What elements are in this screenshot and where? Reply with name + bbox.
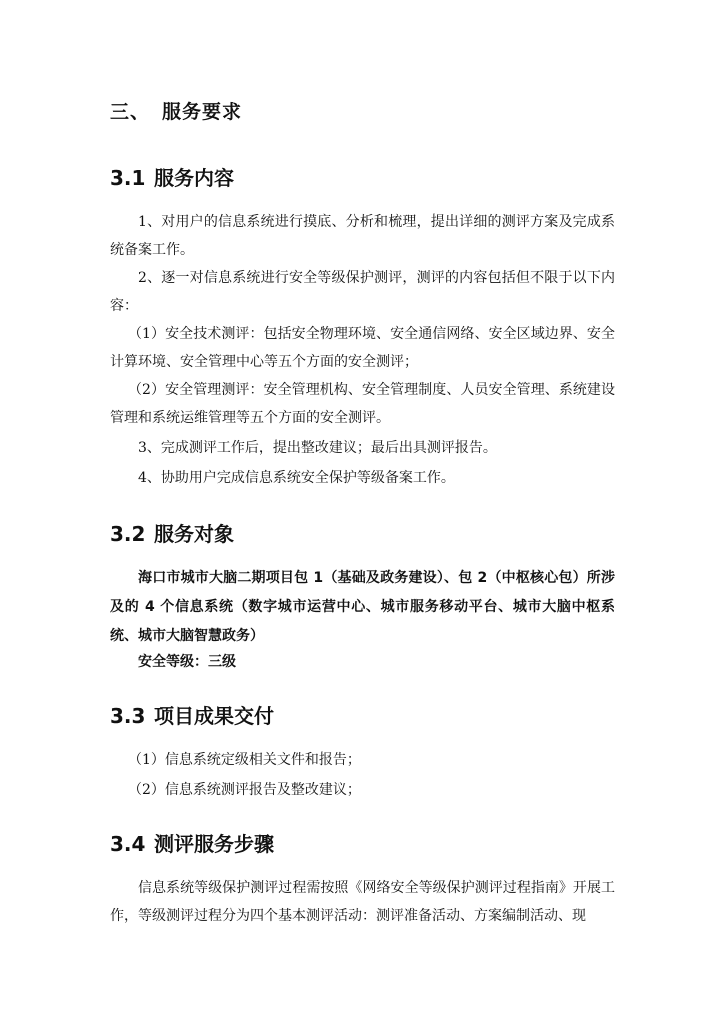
deliverable-item-1: （1）信息系统定级相关文件和报告； xyxy=(128,752,361,768)
heading-3-2 xyxy=(110,518,234,547)
paragraph-sub-1: （1）安全技术测评：包括安全物理环境、安全通信网络、安全区域边界、安全计算环境、安全管理中心等五个方面的安全测评； xyxy=(110,326,615,370)
heading-3-1 xyxy=(110,162,234,191)
service-target-description: 海口市城市大脑二期项目包 1（基础及政务建设）、包 2（中枢核心包）所涉及的 4 个信息系统（数字城市运营中心、城市服务移动平台、城市大脑中枢系统、城市大脑智慧政务） xyxy=(110,570,615,644)
paragraph-sub-2: （2）安全管理测评：安全管理机构、安全管理制度、人员安全管理、系统建设管理和系统运维管理等五个方面的安全测评。 xyxy=(110,382,615,426)
heading-number: 3.3 xyxy=(110,704,146,728)
paragraph-item-3: 3、完成测评工作后，提出整改建议；最后出具测评报告。 xyxy=(138,440,497,456)
paragraph-item-4: 4、协助用户完成信息系统安全保护等级备案工作。 xyxy=(138,470,455,486)
section-title: 服务要求 xyxy=(162,101,243,123)
heading-title: 服务内容 xyxy=(154,166,234,190)
heading-number: 3.1 xyxy=(110,166,146,190)
section-number: 三、 xyxy=(110,101,151,123)
deliverable-item-2: （2）信息系统测评报告及整改建议； xyxy=(128,782,361,798)
steps-paragraph: 信息系统等级保护测评过程需按照《网络安全等级保护测评过程指南》开展工作，等级测评过程分为四个基本测评活动：测评准备活动、方案编制活动、现 xyxy=(110,880,615,924)
security-level: 安全等级：三级 xyxy=(138,654,236,670)
heading-title: 服务对象 xyxy=(154,522,234,546)
heading-title: 测评服务步骤 xyxy=(154,832,274,856)
heading-title: 项目成果交付 xyxy=(154,704,274,728)
paragraph-item-1: 1、对用户的信息系统进行摸底、分析和梳理，提出详细的测评方案及完成系统备案工作。 xyxy=(110,214,615,258)
section-heading xyxy=(110,97,242,124)
heading-3-3 xyxy=(110,700,274,729)
paragraph-item-2: 2、逐一对信息系统进行安全等级保护测评，测评的内容包括但不限于以下内容： xyxy=(110,270,615,314)
heading-number: 3.4 xyxy=(110,832,146,856)
heading-number: 3.2 xyxy=(110,522,146,546)
heading-3-4 xyxy=(110,828,274,857)
